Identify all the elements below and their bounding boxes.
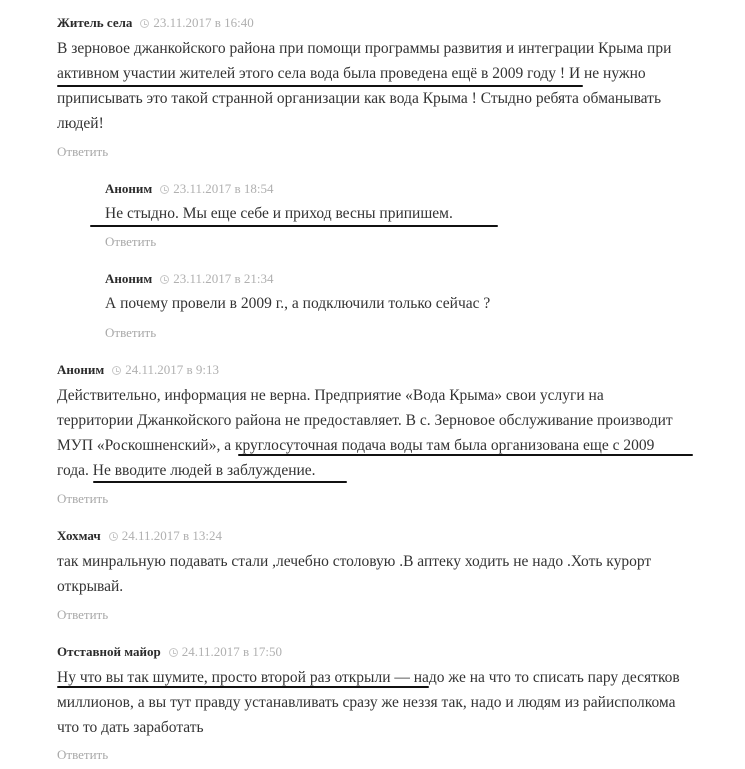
comment-header	[57, 528, 222, 544]
comment-line: открывай.	[57, 578, 124, 595]
reply-link[interactable]: Ответить	[57, 144, 109, 159]
comment-date: 23.11.2017 в 16:40	[153, 15, 254, 30]
clock-icon	[140, 19, 149, 28]
comment-author: Аноним	[105, 271, 153, 286]
comment-author: Аноним	[105, 181, 153, 196]
comment-line: миллионов, а вы тут правду устанавливать сразу же неззя так, надо и людям из райисполкома	[57, 694, 676, 711]
handwritten-underline	[93, 481, 347, 483]
reply-link[interactable]: Ответить	[105, 234, 157, 249]
comment-date: 24.11.2017 в 9:13	[125, 362, 219, 377]
comment-author: Житель села	[57, 15, 133, 30]
comment-author: Аноним	[57, 362, 105, 377]
comment-line: МУП «Роскошненский», а круглосуточная подача воды там была организована еще с 2009	[57, 437, 655, 454]
comment-line: что то дать заработать	[57, 719, 204, 736]
clock-icon	[112, 366, 121, 375]
comment-text	[57, 665, 737, 740]
clock-icon	[109, 532, 118, 541]
comment-header	[57, 15, 254, 31]
comment-header	[105, 181, 274, 197]
comment-line: года. Не вводите людей в заблуждение.	[57, 462, 316, 479]
comment-date: 24.11.2017 в 13:24	[121, 528, 223, 543]
handwritten-underline	[57, 85, 583, 87]
comment-line: А почему провели в 2009 г., а подключили только сейчас ?	[105, 295, 491, 312]
comment-line: Не стыдно. Мы еще себе и приход весны припишем.	[105, 205, 453, 222]
comment-text	[57, 383, 737, 483]
reply-link[interactable]: Ответить	[105, 325, 157, 340]
clock-icon	[169, 648, 178, 657]
handwritten-underline	[238, 454, 693, 456]
comment-text	[105, 291, 725, 316]
comment-line: Действительно, информация не верна. Предприятие «Вода Крыма» свои услуги на	[57, 387, 604, 404]
comment-date: 24.11.2017 в 17:50	[181, 644, 282, 659]
reply-link[interactable]: Ответить	[57, 491, 109, 506]
comment-date: 23.11.2017 в 21:34	[173, 271, 274, 286]
reply-link[interactable]: Ответить	[57, 607, 109, 622]
reply-link[interactable]: Ответить	[57, 747, 109, 762]
clock-icon	[160, 185, 169, 194]
comment-text	[105, 201, 725, 226]
comment-line: активном участии жителей этого села вода была проведена ещё в 2009 году ! И не нужно	[57, 65, 646, 82]
clock-icon	[160, 275, 169, 284]
comment-header	[105, 271, 274, 287]
comment-author: Отставной майор	[57, 644, 161, 659]
comment-header	[57, 362, 219, 378]
comment-text	[57, 549, 737, 599]
comment-line: территории Джанкойского района не предоставляет. В с. Зерновое обслуживание производит	[57, 412, 673, 429]
comment-line: Ну что вы так шумите, просто второй раз открыли — надо же на что то списать пару десятков	[57, 669, 680, 686]
comment-date: 23.11.2017 в 18:54	[173, 181, 274, 196]
handwritten-underline	[90, 225, 498, 227]
handwritten-underline	[57, 686, 429, 688]
comment-line: так минральную подавать стали ,лечебно столовую .В аптеку ходить не надо .Хоть курорт	[57, 553, 652, 570]
comment-line: приписывать это такой странной организации как вода Крыма ! Стыдно ребята обманывать	[57, 90, 662, 107]
comment-author: Хохмач	[57, 528, 101, 543]
comment-header	[57, 644, 282, 660]
comment-line: В зерновое джанкойского района при помощи программы развития и интеграции Крыма при	[57, 40, 672, 57]
comment-line: людей!	[57, 115, 104, 132]
